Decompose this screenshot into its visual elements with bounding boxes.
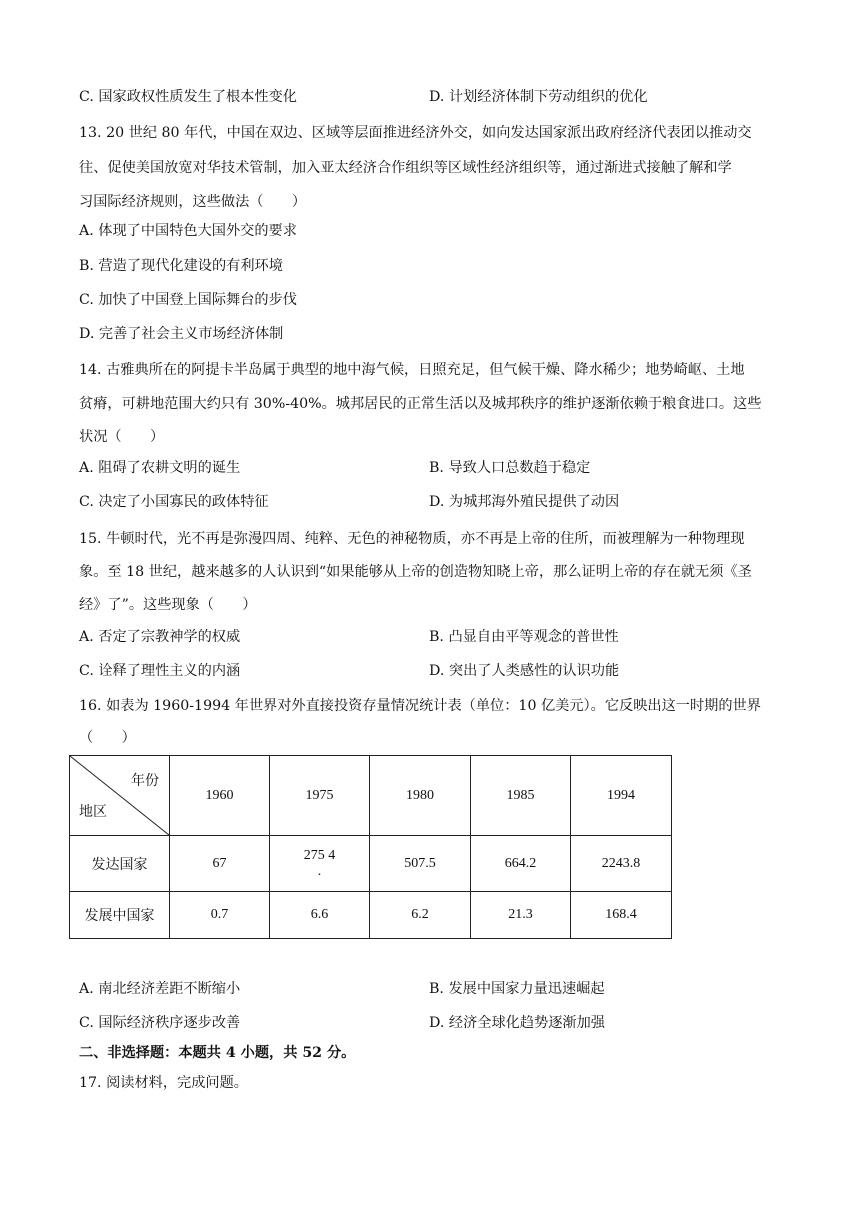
q14-option-b: B. 导致人口总数趋于稳定 [429,460,591,476]
value-cell: 507.5 [370,836,471,892]
q16-stem-line-2: （ ） [79,730,136,746]
value-cell: 168.4 [571,892,672,939]
q13-stem-line-2: 往、促使美国放宽对华技术管制，加入亚太经济合作组织等区域性经济组织等，通过渐进式接触了解和学 [79,160,732,176]
value-cell: 6.6 [270,892,370,939]
q12-option-c: C. 国家政权性质发生了根本性变化 [79,89,297,105]
q15-option-c: C. 诠释了理性主义的内涵 [79,663,241,679]
q14-stem-line-3: 状况（ ） [79,429,165,445]
value-cell [270,836,370,892]
q14-option-d: D. 为城邦海外殖民提供了动因 [429,494,620,510]
q13-option-a: A. 体现了中国特色大国外交的要求 [79,223,297,239]
q16-stem-line-1: 16. 如表为 1960-1994 年世界对外直接投资存量情况统计表（单位：10 亿美元）。它反映出这一时期的世界 [79,698,761,714]
value-text: 275 4 [303,847,336,863]
year-header: 1994 [571,756,672,836]
q13-option-c: C. 加快了中国登上国际舞台的步伐 [79,292,297,308]
q13-stem-line-1: 13. 20 世纪 80 年代，中国在双边、区域等层面推进经济外交，如向发达国家派出政府经济代表团以推动交 [79,125,752,141]
value-cell: 6.2 [370,892,471,939]
value-cell: 664.2 [471,836,571,892]
value-cell: 0.7 [170,892,270,939]
q13-stem-line-3: 习国际经济规则，这些做法（ ） [79,194,307,210]
table-row [70,892,672,939]
value-cell: 67 [170,836,270,892]
year-header: 1960 [170,756,270,836]
q15-stem-line-2: 象。至 18 世纪，越来越多的人认识到“如果能够从上帝的创造物知晓上帝，那么证明上帝的存在就无须《圣 [79,564,752,580]
q14-stem-line-2: 贫瘠，可耕地范围大约只有 30%-40%。城邦居民的正常生活以及城邦秩序的维护逐渐依赖于粮食进口。这些 [79,396,762,412]
q16-option-a: A. 南北经济差距不断缩小 [79,981,241,997]
year-header: 1985 [471,756,571,836]
year-header: 1980 [370,756,471,836]
table-corner-cell [70,756,170,836]
diagonal-line [70,756,169,835]
value-cell: 21.3 [471,892,571,939]
q15-option-b: B. 凸显自由平等观念的普世性 [429,629,619,645]
q16-option-c: C. 国际经济秩序逐步改善 [79,1015,241,1031]
q17-stem: 17. 阅读材料，完成问题。 [79,1075,248,1091]
q15-option-a: A. 否定了宗教神学的权威 [79,629,241,645]
q15-stem-line-3: 经》了”。这些现象（ ） [79,597,257,613]
year-header: 1975 [270,756,370,836]
corner-label-region: 地区 [79,805,107,820]
q16-option-b: B. 发展中国家力量迅速崛起 [429,981,605,997]
q13-option-b: B. 营造了现代化建设的有利环境 [79,258,283,274]
table-header-row [70,756,672,836]
q14-option-a: A. 阻碍了农耕文明的诞生 [79,460,241,476]
stray-dot: . [317,863,322,879]
corner-label-year: 年份 [131,774,159,789]
investment-table [69,755,672,939]
q16-option-d: D. 经济全球化趋势逐渐加强 [429,1015,605,1031]
section-heading: 二、非选择题：本题共 4 小题，共 52 分。 [79,1045,356,1061]
q15-stem-line-1: 15. 牛顿时代，光不再是弥漫四周、纯粹、无色的神秘物质，亦不再是上帝的住所，而被理解为一种物理现 [79,531,745,547]
value-cell: 2243.8 [571,836,672,892]
table-row [70,836,672,892]
q14-stem-line-1: 14. 古雅典所在的阿提卡半岛属于典型的地中海气候，日照充足，但气候干燥、降水稀少；地势崎岖、土地 [79,362,745,378]
q14-option-c: C. 决定了小国寡民的政体特征 [79,494,269,510]
q15-option-d: D. 突出了人类感性的认识功能 [429,663,620,679]
region-cell: 发达国家 [70,836,170,892]
region-cell: 发展中国家 [70,892,170,939]
q13-option-d: D. 完善了社会主义市场经济体制 [79,326,284,342]
q12-option-d: D. 计划经济体制下劳动组织的优化 [429,89,648,105]
